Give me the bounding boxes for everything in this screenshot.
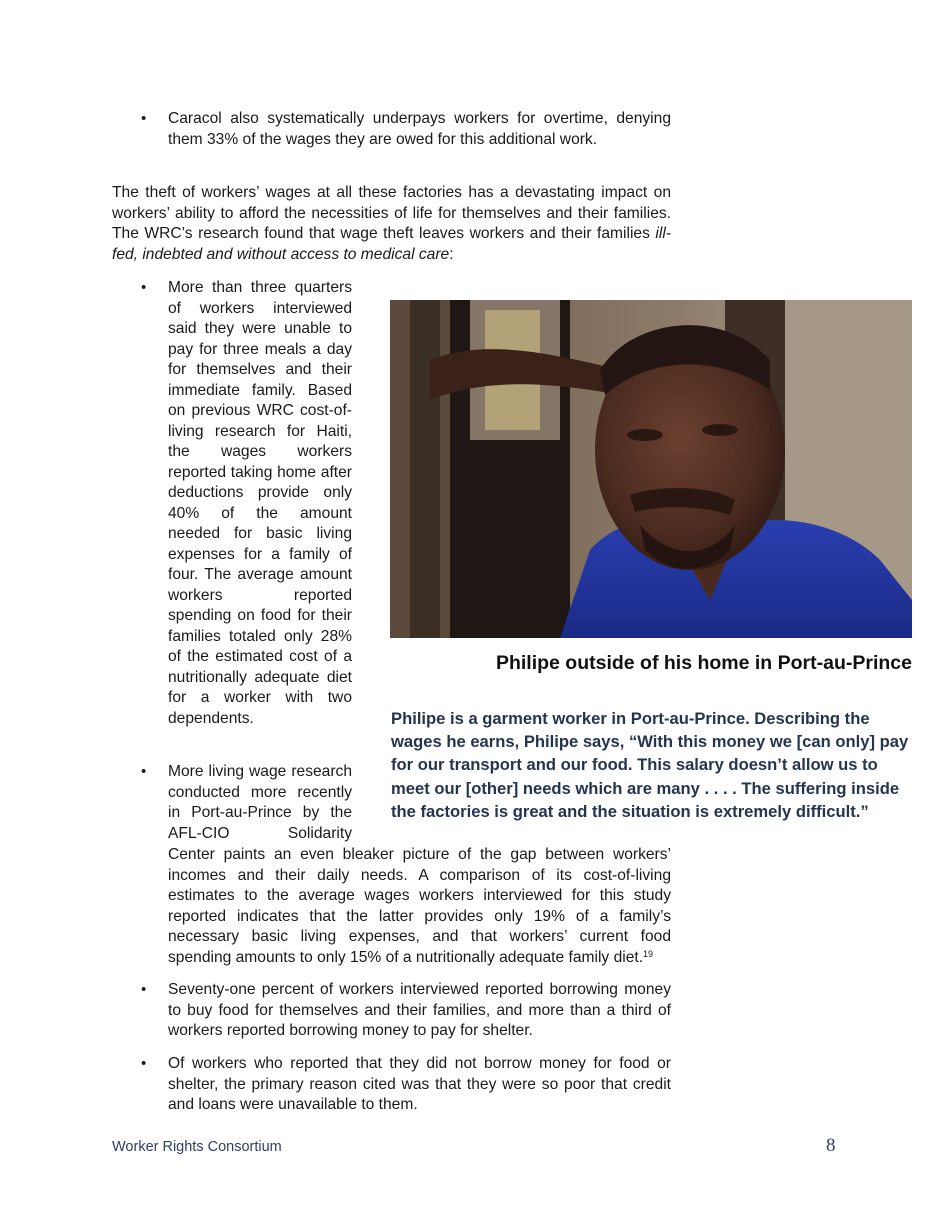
bullet-marker: •: [141, 981, 147, 998]
bullet-marker: •: [141, 1055, 147, 1072]
research-bullet-text-narrow: More living wage research conducted more recently in Port-au-Prince by the AFL-CIO Solidarity: [168, 763, 352, 842]
bullet-marker: •: [141, 279, 147, 296]
intro-end: :: [449, 245, 454, 263]
footnote-marker: 19: [643, 948, 654, 959]
intro-italic: ill-fed, indebted and without access to medical care: [112, 225, 671, 263]
philipe-quote: Philipe is a garment worker in Port-au-Prince. Describing the wages he earns, Philipe says, “With this money we [can only] pay for our transport and our food. This salary doesn’t allow us to meet our [other] needs which are many . . . . The suffering inside the factories is great and the situation is extremely difficult.”: [391, 708, 909, 822]
research-wide-text: Center paints an even bleaker picture of the gap between workers’ incomes and their daily needs. A comparison of its cost-of-living estimates to the average wages workers interviewed for this study reported indicates that the latter provides only 19% of a family’s necessary basic living expenses, and that workers’ current food spending amounts to only 15% of a nutritionally adequate family diet.: [168, 846, 671, 966]
bullet-marker: •: [141, 763, 147, 780]
intro-text: The theft of workers’ wages at all these factories has a devastating impact on workers’ ability to afford the necessities of life for themselves and their families. The WRC’s research found that wage theft leaves workers and their families: [112, 184, 671, 242]
meals-bullet-text: More than three quarters of workers interviewed said they were unable to pay for three meals a day for themselves and their immediate family. Based on previous WRC cost-of-living research for Haiti, the wages workers reported taking home after deductions provide only 40% of the amount needed for basic living expenses for a family of four. The average amount workers reported spending on food for their families totaled only 28% of the estimated cost of a nutritionally adequate diet for a worker with two dependents.: [168, 279, 352, 727]
overtime-bullet-text: Caracol also systematically underpays workers for overtime, denying them 33% of the wages they are owed for this additional work.: [168, 110, 671, 148]
photo-caption-title: Philipe outside of his home in Port-au-Prince: [495, 652, 912, 674]
worker-photo: [390, 300, 912, 638]
bullet-marker: •: [141, 110, 147, 127]
borrowing-bullet-text: Seventy-one percent of workers interviewed reported borrowing money to buy food for themselves and their families, and more than a third of workers reported borrowing money to pay for shelter.: [168, 981, 671, 1039]
footer-organization: Worker Rights Consortium: [112, 1139, 282, 1155]
intro-paragraph: [112, 183, 671, 265]
research-bullet-text-wide: [168, 845, 671, 968]
page-number: 8: [826, 1135, 836, 1156]
noborrow-bullet-text: Of workers who reported that they did not borrow money for food or shelter, the primary reason cited was that they were so poor that credit and loans were unavailable to them.: [168, 1055, 671, 1113]
